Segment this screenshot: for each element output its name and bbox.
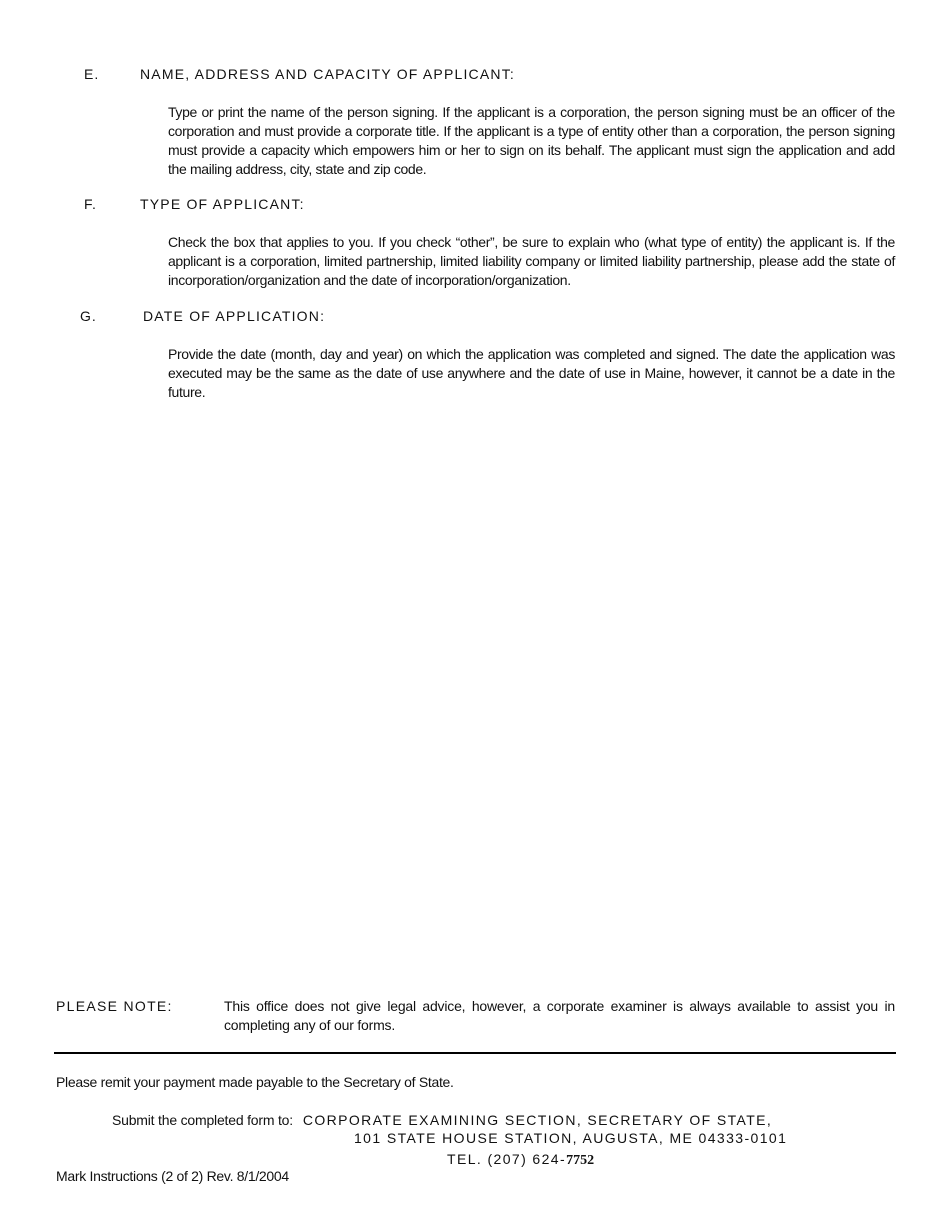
please-note-label: PLEASE NOTE:: [56, 998, 173, 1014]
telephone-prefix: TEL. (207) 624-: [447, 1151, 567, 1167]
telephone-suffix: 7752: [566, 1153, 595, 1168]
submit-address-line-2: 101 STATE HOUSE STATION, AUGUSTA, ME 04333-0101: [354, 1130, 788, 1146]
submit-office-name: CORPORATE EXAMINING SECTION, SECRETARY OF STATE,: [302, 1112, 773, 1128]
remit-payment-text: Please remit your payment made payable to the Secretary of State.: [56, 1074, 454, 1090]
section-g-heading: DATE OF APPLICATION:: [143, 308, 326, 324]
section-f-heading: TYPE OF APPLICANT:: [140, 196, 305, 212]
section-g-letter: G.: [80, 308, 97, 324]
submit-prefix: Submit the completed form to:: [112, 1112, 293, 1128]
section-e-letter: E.: [84, 66, 100, 82]
please-note-text: This office does not give legal advice, however, a corporate examiner is always available to assist you in completing any of our forms.: [224, 998, 895, 1033]
section-e-heading: NAME, ADDRESS AND CAPACITY OF APPLICANT:: [140, 66, 516, 82]
submit-address-line-1: [112, 1112, 772, 1128]
form-footer: Mark Instructions (2 of 2) Rev. 8/1/2004: [56, 1168, 289, 1184]
submit-telephone: [447, 1151, 594, 1169]
section-f-letter: F.: [84, 196, 97, 212]
section-f-body: Check the box that applies to you. If you check “other”, be sure to explain who (what type of entity) the applicant is. If the applicant is a corporation, limited partnership, limited liability company or limited liability partnership, please add the state of incorporation/organization and the date of incorporation/organization.: [168, 234, 895, 288]
section-g-body: Provide the date (month, day and year) on which the application was completed and signed. The date the application was executed may be the same as the date of use anywhere and the date of use in Maine, however, it cannot be a date in the future.: [168, 346, 895, 400]
divider-rule: [54, 1052, 896, 1054]
section-e-body: Type or print the name of the person signing. If the applicant is a corporation, the person signing must be an officer of the corporation and must provide a corporate title. If the applicant is a type of entity other than a corporation, the person signing must provide a capacity which empowers him or her to sign on its behalf. The applicant must sign the application and add the mailing address, city, state and zip code.: [168, 104, 895, 177]
